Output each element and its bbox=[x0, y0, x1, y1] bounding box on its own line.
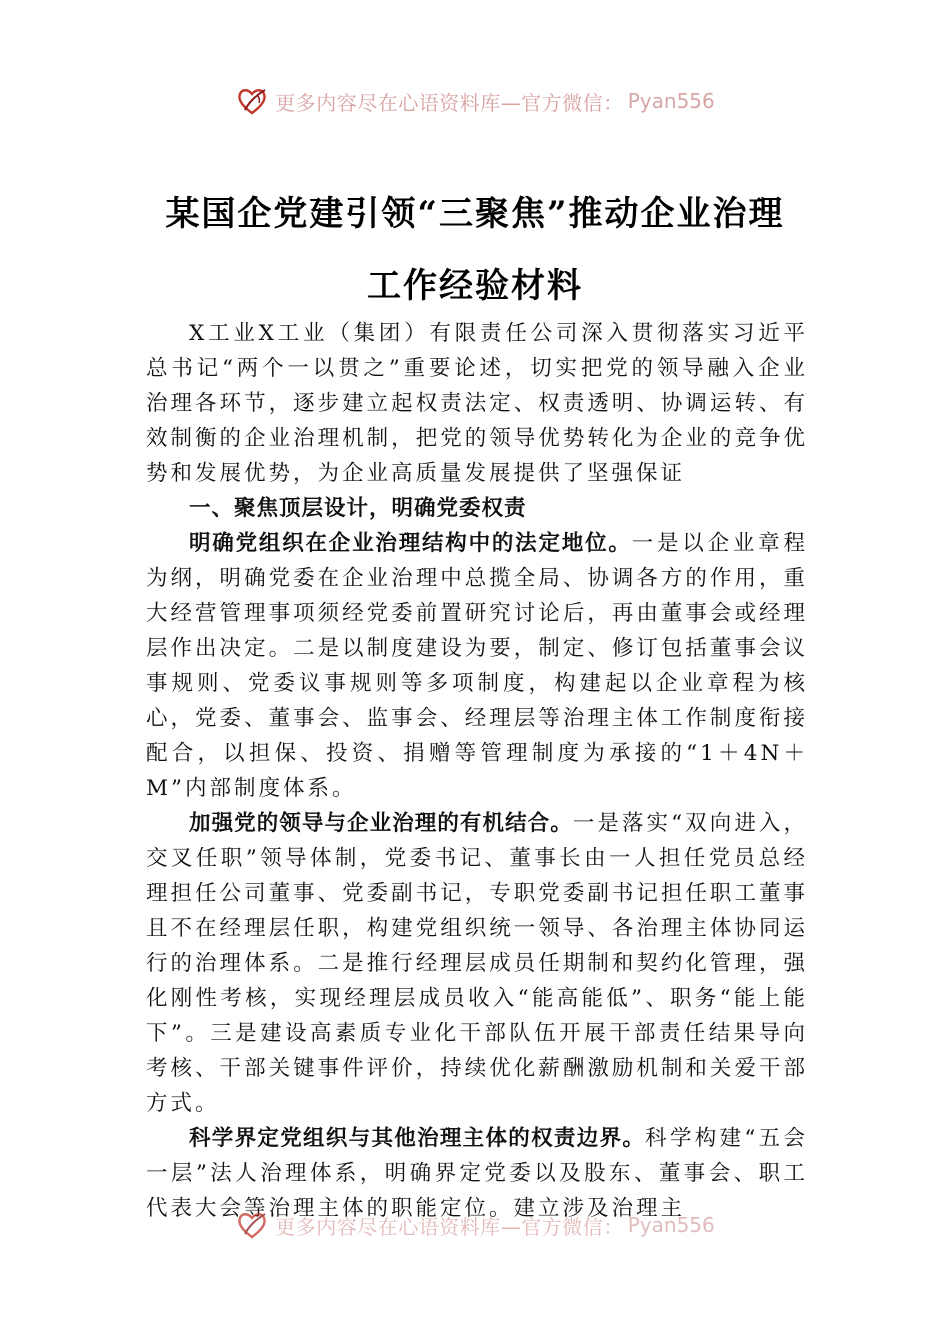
watermark-header bbox=[0, 84, 950, 118]
document-title-line1: 某国企党建引领“三聚焦”推动企业治理 bbox=[165, 194, 785, 234]
watermark-wechat-id: Pyan556 bbox=[627, 89, 715, 113]
section-heading: 一、聚焦顶层设计，明确党委权责 bbox=[189, 496, 527, 521]
paragraph-lead: 明确党组织在企业治理结构中的法定地位。 bbox=[189, 531, 632, 556]
body-paragraph bbox=[146, 526, 808, 806]
paragraph-text: 一是落实“双向进入，交叉任职”领导体制，党委书记、董事长由一人担任党员总经理担任公司董事、党委副书记，专职党委副书记担任职工董事且不在经理层任职，构建党组织统一领导、各治理主体协同运行的治理体系。二是推行经理层成员任期制和契约化管理，强化刚性考核，实现经理层成员收入“能高能低”、职务“能上能下”。三是建设高素质专业化干部队伍开展干部责任结果导向考核、干部关键事件评价，持续优化薪酬激励机制和关爱干部方式。 bbox=[146, 811, 808, 1116]
watermark-footer bbox=[0, 1208, 950, 1242]
intro-paragraph: X工业X工业（集团）有限责任公司深入贯彻落实习近平总书记“两个一以贯之”重要论述，切实把党的领导融入企业治理各环节，逐步建立起权责法定、权责透明、协调运转、有效制衡的企业治理机制，把党的领导优势转化为企业的竞争优势和发展优势，为企业高质量发展提供了坚强保证 bbox=[146, 321, 808, 486]
document-title-line2: 工作经验材料 bbox=[367, 266, 583, 306]
paragraph-lead: 科学界定党组织与其他治理主体的权责边界。 bbox=[189, 1126, 646, 1151]
watermark-text: 更多内容尽在心语资料库—官方微信： bbox=[275, 90, 624, 115]
heart-feather-logo-icon bbox=[235, 84, 269, 118]
watermark-text: 更多内容尽在心语资料库—官方微信： bbox=[275, 1214, 624, 1239]
paragraph-lead: 加强党的领导与企业治理的有机结合。 bbox=[189, 811, 573, 836]
body-paragraph bbox=[146, 806, 808, 1121]
document-body bbox=[146, 316, 808, 1226]
paragraph-text: 科学构建“五会一层”法人治理体系，明确界定党委以及股东、董事会、职工代表大会等治理主体的职能定位。建立涉及治理主 bbox=[146, 1126, 808, 1221]
watermark-wechat-id: Pyan556 bbox=[627, 1213, 715, 1237]
heart-feather-logo-icon bbox=[235, 1208, 269, 1242]
paragraph-text: 一是以企业章程为纲，明确党委在企业治理中总揽全局、协调各方的作用，重大经营管理事项须经党委前置研究讨论后，再由董事会或经理层作出决定。二是以制度建设为要，制定、修订包括董事会议事规则、党委议事规则等多项制度，构建起以企业章程为核心，党委、董事会、监事会、经理层等治理主体工作制度衔接配合，以担保、投资、捐赠等管理制度为承接的“1＋4N＋M”内部制度体系。 bbox=[146, 531, 808, 801]
